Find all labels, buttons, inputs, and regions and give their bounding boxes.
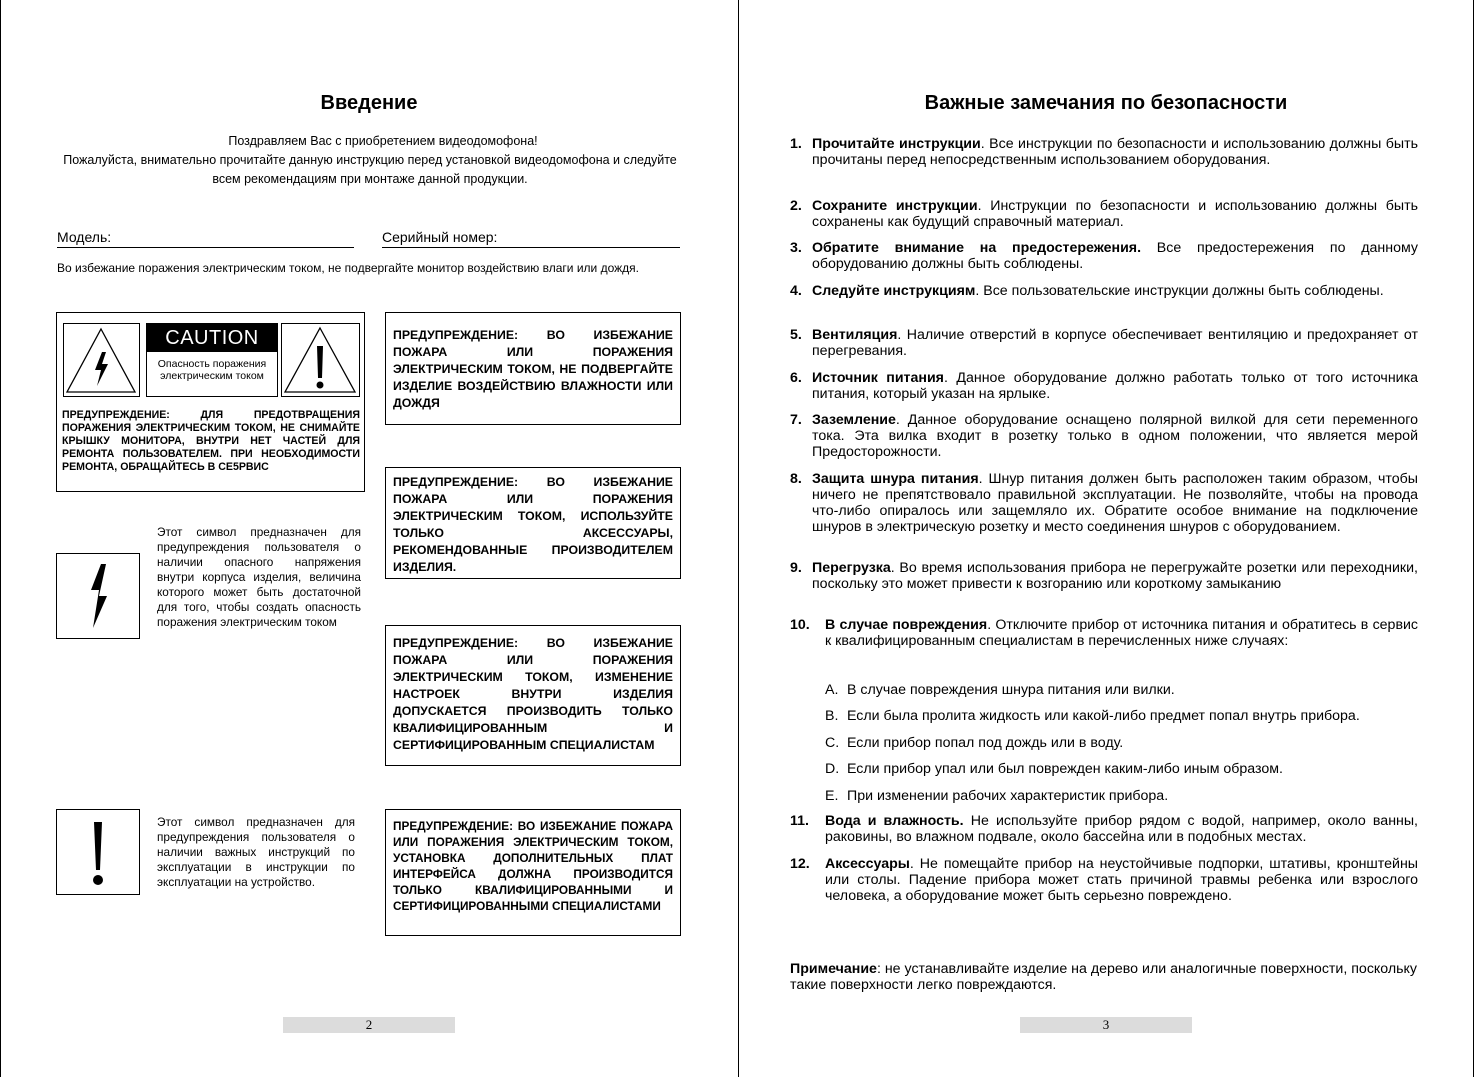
item-number: 12. bbox=[790, 856, 810, 872]
item-heading: Вентиляция bbox=[812, 327, 898, 343]
warning-text-1: ПРЕДУПРЕЖДЕНИЕ: ВО ИЗБЕЖАНИЕ ПОЖАРА ИЛИ ПОРАЖЕНИЯ ЭЛЕКТРИЧЕСКИМ ТОКОМ, НЕ ПОДВЕРГАЙТЕ ИЗДЕЛИЕ ВОЗДЕЙСТВИЮ ВЛАЖНОСТИ ИЛИ ДОЖДЯ bbox=[393, 328, 673, 410]
note-heading: Примечание bbox=[790, 961, 877, 977]
item-text: Все предостережения по данному оборудованию должны быть соблюдены. bbox=[812, 240, 1418, 272]
subitem-letter: B. bbox=[825, 708, 839, 724]
item-text: . Инструкции по безопасности и использованию должны быть сохранены как будущий справочный материал. bbox=[812, 198, 1418, 230]
subitem-e bbox=[825, 788, 1168, 804]
subitem-letter: D. bbox=[825, 761, 840, 777]
subitem-text: Если была пролита жидкость или какой-либо предмет попал внутрь прибора. bbox=[847, 708, 1360, 724]
item-text: Не используйте прибор рядом с водой, например, около ванны, раковины, во влажном подвале, около бассейна или в подобных местах. bbox=[825, 813, 1419, 845]
exclamation-icon bbox=[57, 810, 139, 894]
safety-item-7 bbox=[790, 412, 1418, 460]
exclamation-symbol-description: Этот символ предназначен для предупреждения пользователя о наличии важных инструкций по эксплуатации в инструкции по эксплуатации на устройство. bbox=[157, 815, 355, 889]
right-page-title: Важные замечания по безопасности bbox=[924, 92, 1288, 114]
intro-line-1: Поздравляем Вас с приобретением видеодомофона! bbox=[228, 134, 538, 148]
warning-box-4 bbox=[385, 809, 681, 936]
warning-text-3: ПРЕДУПРЕЖДЕНИЕ: ВО ИЗБЕЖАНИЕ ПОЖАРА ИЛИ ПОРАЖЕНИЯ ЭЛЕКТРИЧЕСКИМ ТОКОМ, ИЗМЕНЕНИЕ НАСТРОЕК ВНУТРИ ИЗДЕЛИЯ ДОПУСКАЕТСЯ ПРОИЗВОДИТЬ ТОЛЬКО КВАЛИФИЦИРОВАННЫМ И СЕРТИФИЦИРОВАННЫМ СПЕЦИАЛИСТАМ bbox=[393, 636, 673, 752]
item-text: . Шнур питания должен быть расположен таким образом, чтобы ничего не препятствовало правильной эксплуатации. Не позволяйте, чтобы на провода что-либо опиралось или защемляло их. Обратите особое внимание на подключение шнуров в электрическую розетку и место соединения шнуров с оборудованием. bbox=[812, 471, 1418, 535]
item-heading: В случае повреждения bbox=[825, 617, 988, 633]
item-text: . Во время использования прибора не перегружайте розетки или переходники, поскольку это может привести к возгоранию или короткому замыканию bbox=[812, 560, 1418, 592]
item-number: 3. bbox=[790, 240, 802, 256]
exclamation-triangle-icon bbox=[282, 324, 359, 396]
item-heading: Прочитайте инструкции bbox=[812, 136, 981, 152]
item-heading: Следуйте инструкциям bbox=[812, 283, 976, 299]
safety-item-2 bbox=[790, 198, 1418, 230]
serial-field bbox=[382, 229, 680, 248]
caution-label-box bbox=[146, 323, 278, 397]
warning-text-4: ПРЕДУПРЕЖДЕНИЕ: ВО ИЗБЕЖАНИЕ ПОЖАРА ИЛИ ПОРАЖЕНИЯ ЭЛЕКТРИЧЕСКИМ ТОКОМ, УСТАНОВКА ДОПОЛНИТЕЛЬНЫХ ПЛАТ ИНТЕРФЕЙСА ДОЛЖНА ПРОИЗВОДИТСЯ ТОЛЬКО КВАЛИФИЦИРОВАННЫМИ И СЕРТИФИЦИРОВАННЫМИ СПЕЦИАЛИСТАМИ bbox=[393, 819, 673, 913]
caution-warning-text: ПРЕДУПРЕЖДЕНИЕ: ДЛЯ ПРЕДОТВРАЩЕНИЯ ПОРАЖЕНИЯ ЭЛЕКТРИЧЕСКИМ ТОКОМ, НЕ СНИМАЙТЕ КРЫШКУ МОНИТОРА, ВНУТРИ НЕТ ЧАСТЕЙ ДЛЯ РЕМОНТА ПОЛЬЗОВАТЕЛЕМ. ПРИ НЕОБХОДИМОСТИ РЕМОНТА, ОБРАЩАЙТЕСЬ В СЕ5РВИС bbox=[62, 409, 360, 473]
subitem-c bbox=[825, 735, 1123, 751]
safety-item-6 bbox=[790, 370, 1418, 402]
right-page-number: 3 bbox=[1020, 1017, 1192, 1033]
item-number: 4. bbox=[790, 283, 802, 299]
item-text: . Данное оборудование должно работать только от того источника питания, который указан на ярлыке. bbox=[812, 370, 1418, 402]
model-field bbox=[57, 229, 354, 248]
subitem-text: Если прибор упал или был поврежден каким-либо иным образом. bbox=[847, 761, 1283, 777]
subitem-d bbox=[825, 761, 1283, 777]
lightning-icon bbox=[57, 554, 139, 638]
caution-box bbox=[56, 312, 365, 492]
caution-sublabel: Опасность поражения электрическим током bbox=[157, 358, 267, 382]
intro-line-3: всем рекомендациям при монтаже данной продукции. bbox=[212, 172, 528, 186]
item-text: . Наличие отверстий в корпусе обеспечивает вентиляцию и предохраняет от перегревания. bbox=[812, 327, 1418, 359]
item-number: 11. bbox=[790, 813, 809, 829]
item-heading: Обратите внимание на предостережения. bbox=[812, 240, 1142, 256]
moisture-warning: Во избежание поражения электрическим током, не подвергайте монитор воздействию влаги или дождя. bbox=[57, 261, 639, 275]
safety-item-10 bbox=[790, 617, 1418, 649]
item-number: 1. bbox=[790, 136, 802, 152]
item-heading: Сохраните инструкции bbox=[812, 198, 978, 214]
warning-box-3 bbox=[385, 625, 681, 766]
safety-item-4 bbox=[790, 283, 1418, 299]
warning-text-2: ПРЕДУПРЕЖДЕНИЕ: ВО ИЗБЕЖАНИЕ ПОЖАРА ИЛИ ПОРАЖЕНИЯ ЭЛЕКТРИЧЕСКИМ ТОКОМ, ИСПОЛЬЗУЙТЕ ТОЛЬКО АКСЕССУАРЫ, РЕКОМЕНДОВАННЫЕ ПРОИЗВОДИТЕЛЕМ ИЗДЕЛИЯ. bbox=[393, 475, 673, 574]
item-number: 2. bbox=[790, 198, 802, 214]
safety-item-1 bbox=[790, 136, 1418, 168]
item-number: 10. bbox=[790, 617, 810, 633]
item-number: 9. bbox=[790, 560, 802, 576]
lightning-triangle-icon bbox=[64, 324, 139, 396]
item-heading: Защита шнура питания bbox=[812, 471, 979, 487]
item-heading: Источник питания bbox=[812, 370, 944, 386]
left-page-title: Введение bbox=[320, 92, 418, 114]
caution-label: CAUTION bbox=[147, 324, 277, 352]
intro-paragraph bbox=[40, 132, 700, 189]
left-page-number: 2 bbox=[283, 1017, 455, 1033]
subitem-b bbox=[825, 708, 1360, 724]
safety-item-9 bbox=[790, 560, 1418, 592]
safety-item-5 bbox=[790, 327, 1418, 359]
safety-item-11 bbox=[790, 813, 1418, 845]
safety-item-3 bbox=[790, 240, 1418, 272]
subitem-text: В случае повреждения шнура питания или вилки. bbox=[847, 682, 1175, 698]
item-heading: Перегрузка bbox=[812, 560, 891, 576]
item-text: . Отключите прибор от источника питания и обратитесь в сервис к квалифицированным специалистам в перечисленных ниже случаях: bbox=[825, 617, 1418, 649]
subitem-letter: A. bbox=[825, 682, 839, 698]
item-text: . Данное оборудование оснащено полярной вилкой для сети переменного тока. Эта вилка входит в розетку только в одном положении, что является мерой Предосторожности. bbox=[812, 412, 1418, 460]
item-number: 8. bbox=[790, 471, 802, 487]
subitem-a bbox=[825, 682, 1175, 698]
note-paragraph bbox=[790, 961, 1417, 993]
item-heading: Аксессуары bbox=[825, 856, 910, 872]
warning-box-1 bbox=[385, 312, 681, 425]
item-number: 7. bbox=[790, 412, 802, 428]
item-text: . Все инструкции по безопасности и использованию должны быть прочитаны перед непосредственным использованием оборудования. bbox=[812, 136, 1418, 168]
item-heading: Заземление bbox=[812, 412, 896, 428]
subitem-letter: C. bbox=[825, 735, 840, 751]
subitem-letter: E. bbox=[825, 788, 839, 804]
serial-label: Серийный номер: bbox=[382, 229, 498, 245]
page-divider bbox=[738, 0, 739, 1077]
item-text: . Все пользовательские инструкции должны быть соблюдены. bbox=[975, 283, 1384, 299]
item-heading: Вода и влажность. bbox=[825, 813, 964, 829]
subitem-text: Если прибор попал под дождь или в воду. bbox=[847, 735, 1124, 751]
model-label: Модель: bbox=[57, 229, 112, 245]
note-text: : не устанавливайте изделие на дерево или аналогичные поверхности, поскольку такие поверхности легко повреждаются. bbox=[790, 961, 1417, 993]
bolt-symbol-box bbox=[56, 553, 140, 639]
exclamation-symbol-box bbox=[56, 809, 140, 895]
intro-line-2: Пожалуйста, внимательно прочитайте данную инструкцию перед установкой видеодомофона и следуйте bbox=[63, 153, 677, 167]
bolt-symbol-description: Этот символ предназначен для предупреждения пользователя о наличии опасного напряжения внутри корпуса изделия, величина которого может быть достаточной для того, чтобы создать опасность поражения электрическим током bbox=[157, 525, 361, 629]
safety-item-12 bbox=[790, 856, 1418, 904]
caution-excl-frame bbox=[281, 323, 360, 397]
item-number: 6. bbox=[790, 370, 802, 386]
item-text: . Не помещайте прибор на неустойчивые подпорки, штативы, кронштейны или столы. Падение прибора может стать причиной травмы ребенка или взрослого человека, а оборудование может быть серьезно повреждено. bbox=[825, 856, 1418, 904]
caution-bolt-frame bbox=[63, 323, 140, 397]
item-number: 5. bbox=[790, 327, 802, 343]
warning-box-2 bbox=[385, 467, 681, 579]
subitem-text: При изменении рабочих характеристик прибора. bbox=[847, 788, 1169, 804]
safety-item-8 bbox=[790, 471, 1418, 535]
